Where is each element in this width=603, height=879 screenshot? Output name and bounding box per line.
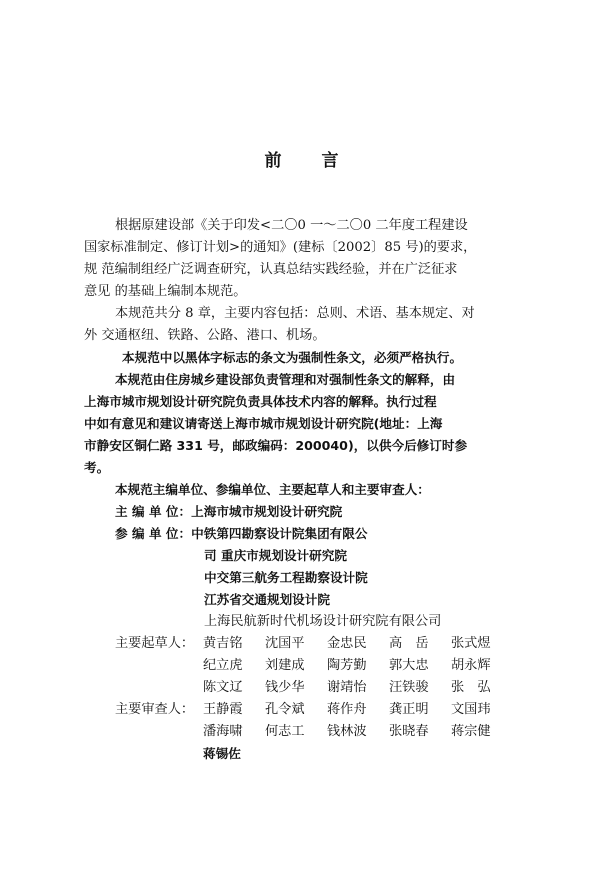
reviewer-name: 王静霞	[203, 702, 243, 717]
title-char-1: 前	[264, 151, 282, 171]
drafter-name: 陈文辽	[203, 680, 243, 695]
drafter-name: 胡永辉	[451, 658, 491, 673]
drafter-name: 汪铁骏	[389, 680, 429, 695]
participating-unit-2: 司 重庆市规划设计研究院	[204, 548, 347, 563]
reviewer-name: 蒋宗健	[451, 724, 491, 739]
units-intro: 本规范主编单位、参编单位、主要起草人和主要审查人：	[115, 482, 430, 497]
reviewers-row-1	[115, 699, 513, 720]
drafter-name: 金忠民	[327, 636, 367, 651]
reviewer-name: 张晓春	[389, 724, 429, 739]
reviewer-name: 蒋锡佐	[203, 746, 241, 761]
title-char-2: 言	[321, 151, 339, 171]
drafter-name: 陶芳勤	[327, 658, 367, 673]
reviewer-name: 蒋作舟	[327, 702, 367, 717]
reviewer-name: 孔令斌	[265, 702, 305, 717]
page-title	[0, 146, 603, 171]
drafters-row-1	[115, 633, 513, 654]
reviewers-label: 主要审查人：	[115, 702, 195, 717]
para1-line2: 国家标准制定、修订计划>的通知》(建标〔2002〕85 号)的要求，	[84, 240, 477, 255]
reviewer-name: 钱林波	[327, 724, 367, 739]
para4-line3: 中如有意见和建议请寄送上海市城市规划设计研究院(地址：上海	[84, 416, 443, 431]
para2-line1: 本规范共分 8 章，主要内容包括：总则、术语、基本规定、对	[115, 306, 475, 321]
drafter-name: 郭大忠	[389, 658, 429, 673]
reviewer-name: 文国玮	[451, 702, 491, 717]
reviewer-name: 何志工	[265, 724, 305, 739]
mandatory-clause-note: 本规范中以黑体字标志的条文为强制性条文，必须严格执行。	[122, 350, 463, 365]
para1-line3: 规 范编制组经广泛调查研究，认真总结实践经验，并在广泛征求	[84, 262, 458, 277]
drafter-name: 沈国平	[265, 636, 305, 651]
drafter-name: 钱少华	[265, 680, 305, 695]
chief-unit-value: 上海市城市规划设计研究院	[191, 504, 343, 519]
drafters-label: 主要起草人：	[115, 636, 195, 651]
para1-line1: 根据原建设部《关于印发<二〇0 一～二〇0 二年度工程建设	[115, 218, 468, 233]
drafter-name: 高 岳	[389, 636, 429, 651]
participating-unit-4: 江苏省交通规划设计院	[204, 592, 330, 607]
participating-units-label: 参 编 单 位：	[115, 526, 192, 541]
para4-line2: 上海市城市规划设计研究院负责具体技术内容的解释。执行过程	[84, 394, 437, 409]
reviewers-row-2	[203, 721, 513, 742]
drafters-row-2	[203, 655, 513, 676]
drafter-name: 张 弘	[451, 680, 491, 695]
participating-unit-1: 中铁第四勘察设计院集团有限公	[191, 526, 368, 541]
para4-line4: 市静安区铜仁路 331 号，邮政编码：200040)，以供今后修订时参	[84, 438, 468, 453]
drafter-name: 张式煜	[451, 636, 491, 651]
chief-unit-label: 主 编 单 位：	[115, 504, 192, 519]
drafter-name: 谢靖怡	[327, 680, 367, 695]
para4-line1: 本规范由住房城乡建设部负责管理和对强制性条文的解释，由	[115, 372, 456, 387]
reviewers-row-3	[203, 743, 265, 764]
reviewer-name: 龚正明	[389, 702, 429, 717]
drafter-name: 黄吉铭	[203, 636, 243, 651]
para2-line2: 外 交通枢纽、铁路、公路、港口、机场。	[84, 328, 326, 343]
participating-units-row	[115, 523, 367, 544]
participating-unit-5: 上海民航新时代机场设计研究院有限公司	[204, 614, 442, 629]
chief-unit-row	[115, 501, 342, 522]
drafter-name: 刘建成	[265, 658, 305, 673]
participating-unit-3: 中交第三航务工程勘察设计院	[204, 570, 368, 585]
para1-line4: 意见 的基础上编制本规范。	[84, 284, 247, 299]
reviewer-name: 潘海啸	[203, 724, 243, 739]
drafter-name: 纪立虎	[203, 658, 243, 673]
para4-line5: 考。	[84, 460, 110, 475]
drafters-row-3	[203, 677, 513, 698]
